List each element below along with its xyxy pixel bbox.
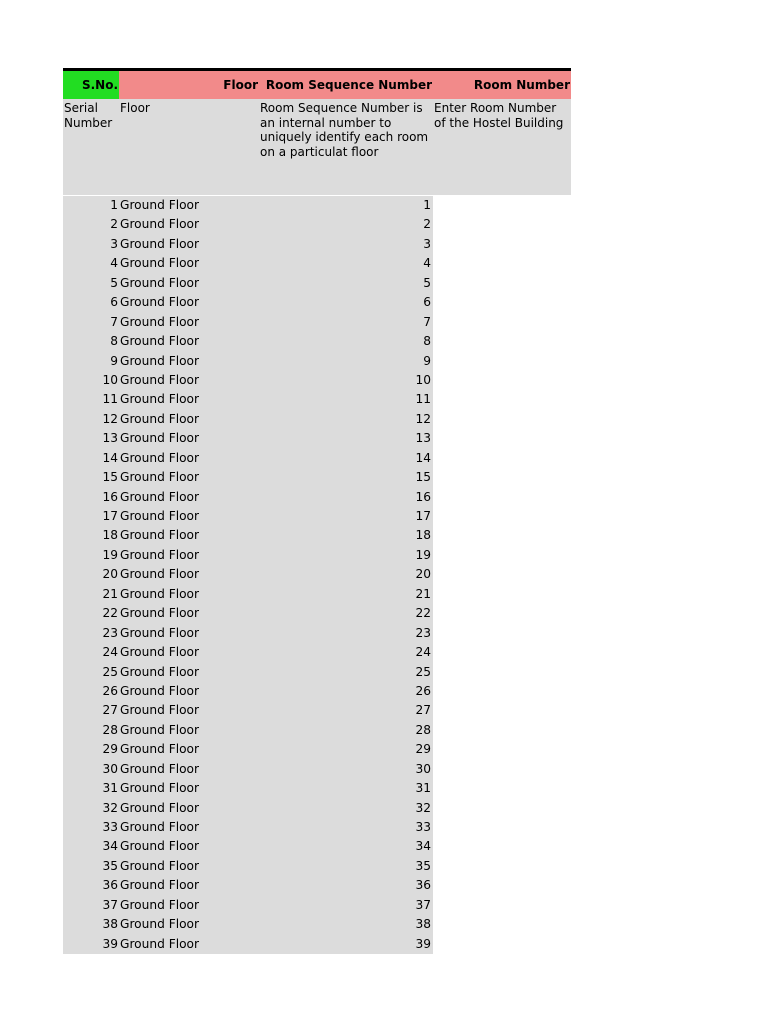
table-row: [63, 643, 433, 662]
description-floor[interactable]: Floor: [120, 101, 150, 115]
table-row: [63, 876, 433, 895]
cell-floor[interactable]: Ground Floor: [120, 703, 200, 718]
cell-room-sequence[interactable]: 6: [423, 295, 431, 310]
table-row: [63, 507, 433, 526]
cell-room-sequence[interactable]: 14: [415, 450, 431, 465]
cell-floor[interactable]: Ground Floor: [120, 936, 200, 951]
cell-room-sequence[interactable]: 9: [423, 353, 431, 368]
table-row: [63, 818, 433, 837]
cell-sno[interactable]: 36: [102, 878, 118, 893]
table-row: [63, 235, 433, 254]
table-row: [63, 701, 433, 720]
description-room-sequence[interactable]: Room Sequence Number is an internal number to uniquely identify each room on a particulat floor: [260, 101, 429, 159]
cell-sno[interactable]: 29: [102, 742, 118, 757]
cell-sno[interactable]: 31: [102, 781, 118, 796]
header-floor[interactable]: Floor: [119, 71, 259, 99]
cell-floor[interactable]: Ground Floor: [120, 334, 200, 349]
cell-floor[interactable]: Ground Floor: [120, 470, 200, 485]
table-row: [63, 663, 433, 682]
cell-room-sequence[interactable]: 13: [415, 431, 431, 446]
description-room-number[interactable]: Enter Room Number of the Hostel Building: [434, 101, 564, 130]
cell-floor[interactable]: Ground Floor: [120, 275, 200, 290]
cell-room-sequence[interactable]: 31: [415, 781, 431, 796]
cell-sno[interactable]: 1: [110, 198, 118, 212]
cell-floor[interactable]: Ground Floor: [120, 742, 200, 757]
cell-floor[interactable]: Ground Floor: [120, 645, 200, 660]
cell-room-sequence[interactable]: 24: [415, 645, 431, 660]
cell-room-sequence[interactable]: 29: [415, 742, 431, 757]
cell-floor[interactable]: Ground Floor: [120, 489, 200, 504]
cell-floor[interactable]: Ground Floor: [120, 353, 200, 368]
cell-sno[interactable]: 32: [102, 800, 118, 815]
table-row: [63, 682, 433, 701]
cell-room-sequence[interactable]: 33: [415, 820, 431, 834]
table-row: [63, 857, 433, 876]
cell-room-sequence[interactable]: 21: [415, 586, 431, 601]
cell-floor[interactable]: Ground Floor: [120, 528, 200, 543]
cell-floor[interactable]: Ground Floor: [120, 586, 200, 601]
table-row: [63, 896, 433, 915]
cell-sno[interactable]: 35: [102, 858, 118, 873]
header-sno[interactable]: S.No.: [63, 71, 119, 99]
cell-floor[interactable]: Ground Floor: [120, 256, 200, 271]
cell-floor[interactable]: Ground Floor: [120, 917, 200, 932]
table-row: [63, 352, 433, 371]
cell-room-sequence[interactable]: 11: [415, 392, 431, 407]
cell-room-sequence[interactable]: 28: [415, 722, 431, 737]
table-row: [63, 624, 433, 643]
cell-sno[interactable]: 26: [102, 683, 118, 698]
cell-floor[interactable]: Ground Floor: [120, 236, 200, 251]
cell-sno[interactable]: 12: [102, 411, 118, 426]
cell-room-sequence[interactable]: 30: [415, 761, 431, 776]
cell-floor[interactable]: Ground Floor: [120, 314, 200, 329]
cell-room-sequence[interactable]: 5: [423, 275, 431, 290]
table-row: [63, 274, 433, 293]
cell-floor[interactable]: Ground Floor: [120, 878, 200, 893]
cell-sno[interactable]: 5: [110, 275, 118, 290]
table-row: [63, 935, 433, 954]
table-row: [63, 254, 433, 273]
table-row: [63, 390, 433, 409]
cell-room-sequence[interactable]: 8: [423, 334, 431, 349]
cell-room-sequence[interactable]: 35: [415, 858, 431, 873]
cell-floor[interactable]: Ground Floor: [120, 820, 200, 834]
cell-floor[interactable]: Ground Floor: [120, 392, 200, 407]
cell-sno[interactable]: 24: [102, 645, 118, 660]
cell-sno[interactable]: 20: [102, 567, 118, 582]
table-row: [63, 546, 433, 565]
cell-sno[interactable]: 33: [102, 820, 118, 834]
cell-room-sequence[interactable]: 2: [423, 217, 431, 232]
cell-room-sequence[interactable]: 32: [415, 800, 431, 815]
table-row: [63, 604, 433, 623]
cell-sno[interactable]: 10: [102, 372, 118, 387]
cell-sno[interactable]: 17: [102, 509, 118, 523]
cell-sno[interactable]: 23: [102, 625, 118, 640]
cell-sno[interactable]: 9: [110, 353, 118, 368]
cell-sno[interactable]: 25: [102, 664, 118, 679]
cell-room-sequence[interactable]: 36: [415, 878, 431, 893]
table-row: [63, 371, 433, 390]
cell-floor[interactable]: Ground Floor: [120, 509, 200, 523]
cell-room-sequence[interactable]: 37: [415, 897, 431, 912]
cell-floor[interactable]: Ground Floor: [120, 217, 200, 232]
cell-sno[interactable]: 21: [102, 586, 118, 601]
cell-sno[interactable]: 3: [110, 236, 118, 251]
table-row: [63, 449, 433, 468]
cell-sno[interactable]: 27: [102, 703, 118, 718]
cell-sno[interactable]: 34: [102, 839, 118, 854]
cell-room-sequence[interactable]: 26: [415, 683, 431, 698]
cell-sno[interactable]: 15: [102, 470, 118, 485]
cell-room-sequence[interactable]: 12: [415, 411, 431, 426]
cell-sno[interactable]: 14: [102, 450, 118, 465]
table-row: [63, 779, 433, 798]
cell-sno[interactable]: 30: [102, 761, 118, 776]
cell-room-sequence[interactable]: 25: [415, 664, 431, 679]
cell-room-sequence[interactable]: 10: [415, 372, 431, 387]
table-row: [63, 429, 433, 448]
cell-sno[interactable]: 6: [110, 295, 118, 310]
cell-floor[interactable]: Ground Floor: [120, 761, 200, 776]
cell-room-sequence[interactable]: 3: [423, 236, 431, 251]
cell-floor[interactable]: Ground Floor: [120, 839, 200, 854]
cell-sno[interactable]: 7: [110, 314, 118, 329]
cell-floor[interactable]: Ground Floor: [120, 295, 200, 310]
cell-floor[interactable]: Ground Floor: [120, 431, 200, 446]
cell-sno[interactable]: 8: [110, 334, 118, 349]
cell-room-sequence[interactable]: 27: [415, 703, 431, 718]
table-row: [63, 332, 433, 351]
cell-floor[interactable]: Ground Floor: [120, 781, 200, 796]
cell-sno[interactable]: 39: [102, 936, 118, 951]
cell-floor[interactable]: Ground Floor: [120, 625, 200, 640]
table-row: [63, 196, 433, 215]
table-row: [63, 565, 433, 584]
description-sno[interactable]: Serial Number: [64, 101, 113, 130]
data-table-body: [63, 196, 433, 954]
cell-floor[interactable]: Ground Floor: [120, 606, 200, 621]
table-row: [63, 585, 433, 604]
table-row: [63, 293, 433, 312]
cell-sno[interactable]: 18: [102, 528, 118, 543]
cell-room-sequence[interactable]: 1: [423, 198, 431, 212]
table-row: [63, 915, 433, 934]
cell-room-sequence[interactable]: 22: [415, 606, 431, 621]
cell-sno[interactable]: 38: [102, 917, 118, 932]
cell-sno[interactable]: 37: [102, 897, 118, 912]
cell-room-sequence[interactable]: 7: [423, 314, 431, 329]
table-row: [63, 468, 433, 487]
cell-sno[interactable]: 19: [102, 547, 118, 562]
cell-floor[interactable]: Ground Floor: [120, 722, 200, 737]
cell-floor[interactable]: Ground Floor: [120, 450, 200, 465]
table-row: [63, 488, 433, 507]
cell-sno[interactable]: 4: [110, 256, 118, 271]
cell-room-sequence[interactable]: 15: [415, 470, 431, 485]
cell-room-sequence[interactable]: 34: [415, 839, 431, 854]
table-row: [63, 760, 433, 779]
cell-room-sequence[interactable]: 39: [415, 936, 431, 951]
cell-room-sequence[interactable]: 17: [415, 509, 431, 523]
table-row: [63, 721, 433, 740]
cell-floor[interactable]: Ground Floor: [120, 567, 200, 582]
cell-floor[interactable]: Ground Floor: [120, 858, 200, 873]
cell-sno[interactable]: 16: [102, 489, 118, 504]
cell-sno[interactable]: 2: [110, 217, 118, 232]
table-row: [63, 799, 433, 818]
cell-room-sequence[interactable]: 23: [415, 625, 431, 640]
cell-floor[interactable]: Ground Floor: [120, 897, 200, 912]
cell-floor[interactable]: Ground Floor: [120, 372, 200, 387]
table-row: [63, 837, 433, 856]
cell-floor[interactable]: Ground Floor: [120, 800, 200, 815]
header-room-sequence[interactable]: Room Sequence Number: [259, 71, 433, 99]
cell-room-sequence[interactable]: 4: [423, 256, 431, 271]
cell-sno[interactable]: 11: [102, 392, 118, 407]
cell-floor[interactable]: Ground Floor: [120, 683, 200, 698]
cell-floor[interactable]: Ground Floor: [120, 547, 200, 562]
cell-floor[interactable]: Ground Floor: [120, 198, 200, 212]
table-row: [63, 526, 433, 545]
cell-room-sequence[interactable]: 16: [415, 489, 431, 504]
cell-room-sequence[interactable]: 38: [415, 917, 431, 932]
table-row: [63, 410, 433, 429]
cell-room-sequence[interactable]: 20: [415, 567, 431, 582]
description-row: [63, 99, 571, 195]
cell-sno[interactable]: 28: [102, 722, 118, 737]
cell-sno[interactable]: 13: [102, 431, 118, 446]
cell-floor[interactable]: Ground Floor: [120, 664, 200, 679]
cell-floor[interactable]: Ground Floor: [120, 411, 200, 426]
table-row: [63, 740, 433, 759]
cell-room-sequence[interactable]: 19: [415, 547, 431, 562]
header-row: [63, 71, 571, 99]
cell-sno[interactable]: 22: [102, 606, 118, 621]
table-row: [63, 215, 433, 234]
header-room-number[interactable]: Room Number: [433, 71, 571, 99]
cell-room-sequence[interactable]: 18: [415, 528, 431, 543]
table-row: [63, 313, 433, 332]
